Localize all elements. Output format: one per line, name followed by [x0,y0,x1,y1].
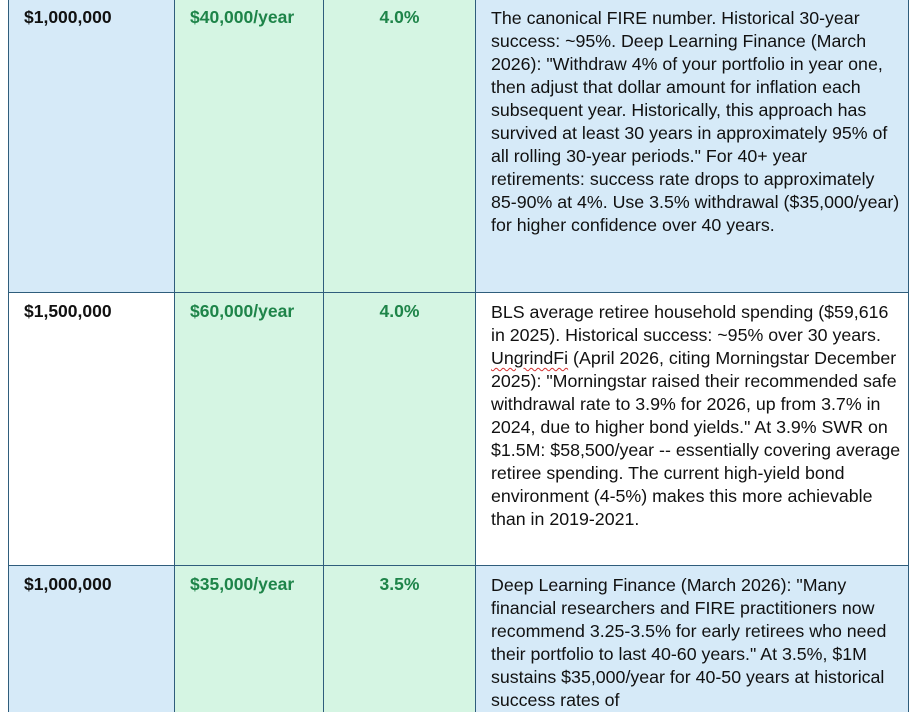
spellcheck-flagged-word[interactable]: UngrindFi [491,348,569,368]
rate-cell[interactable] [324,0,476,293]
notes-text-segment: The canonical FIRE number. Historical 30-year success: ~95%. Deep Learning Finance (March 2026): "Withdraw 4% of your portfolio in year one, then adjust that dollar amount for inflation each subsequent year. Historically, this approach has survived at least 30 years in approximately 95% of all rolling 30-year periods." For 40+ year retirements: success rate drops to approximately 85-90% at 4%. Use 3.5% withdrawal ($35,000/year) for higher confidence over 40 years. [491,8,900,235]
portfolio-cell[interactable] [9,0,175,293]
table-row [9,0,909,293]
rate-cell[interactable] [324,293,476,566]
portfolio-value: $1,000,000 [24,574,112,594]
notes-text-segment: Deep Learning Finance (March 2026): "Many financial researchers and FIRE practitioners now recommend 3.25-3.5% for early retirees who need their portfolio to last 40-60 years." At 3.5%, $1M sustains $35,000/year for 40-50 years at historical success rates of [491,575,887,710]
notes-text [476,293,908,531]
notes-cell[interactable] [476,0,909,293]
notes-text-segment: BLS average retiree household spending ($59,616 in 2025). Historical success: ~95% over 30 years. [491,302,889,345]
table-row [9,293,909,566]
annual-income-value: $40,000/year [190,7,295,27]
portfolio-value: $1,000,000 [24,7,112,27]
withdrawal-rate-value: 4.0% [379,7,420,27]
notes-text [476,0,908,237]
income-cell[interactable] [175,293,324,566]
income-cell[interactable] [175,0,324,293]
annual-income-value: $60,000/year [190,301,295,321]
portfolio-value: $1,500,000 [24,301,112,321]
notes-text-segment: (April 2026, citing Morningstar December 2025): "Morningstar raised their recommended safe withdrawal rate to 3.9% for 2026, up from 3.7% in 2024, due to higher bond yields." At 3.9% SWR on $1.5M: $58,500/year -- essentially covering average retiree spending. The current high-yield bond environment (4-5%) makes this more achievable than in 2019-2021. [491,348,901,529]
notes-cell[interactable] [476,566,909,712]
portfolio-cell[interactable] [9,293,175,566]
portfolio-cell[interactable] [9,566,175,712]
income-cell[interactable] [175,566,324,712]
withdrawal-rate-value: 4.0% [379,301,420,321]
withdrawal-rate-value: 3.5% [379,574,420,594]
table-row [9,566,909,712]
rate-cell[interactable] [324,566,476,712]
notes-cell[interactable] [476,293,909,566]
fire-scenarios-table [8,0,909,712]
annual-income-value: $35,000/year [190,574,295,594]
notes-text [476,566,908,712]
